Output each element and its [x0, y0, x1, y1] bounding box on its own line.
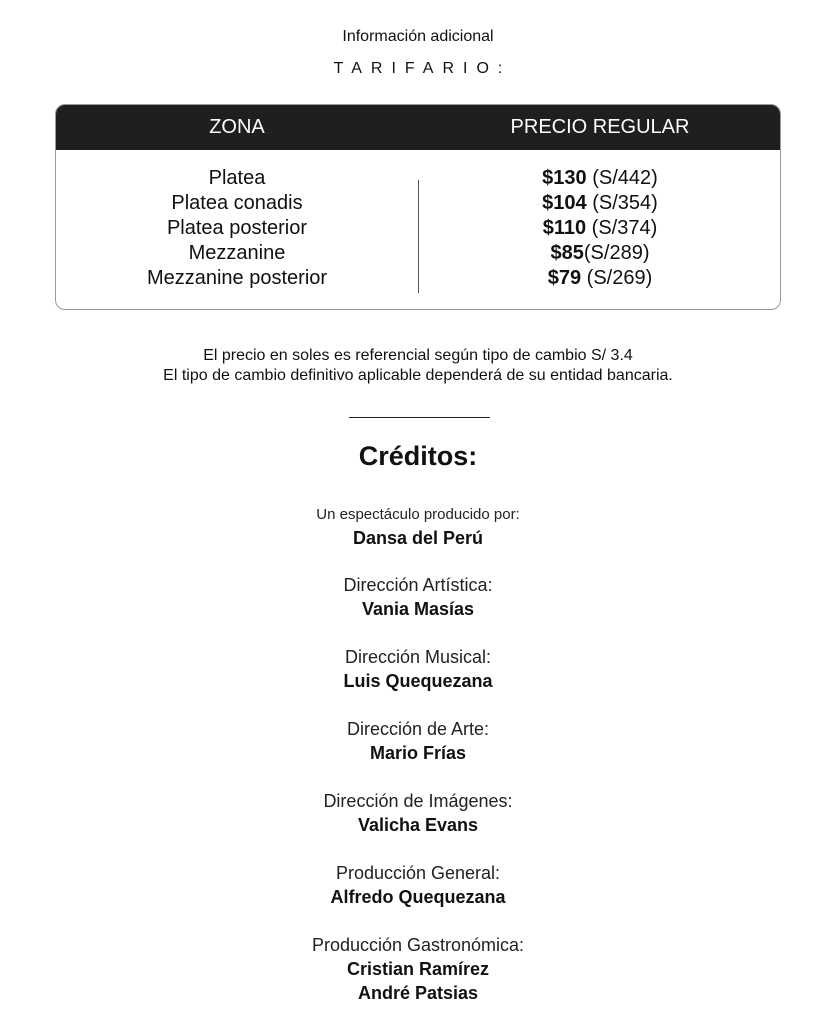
credits-title: Créditos:	[358, 441, 478, 471]
precio-cell	[418, 266, 781, 291]
credit-role: Dirección Artística:	[343, 575, 493, 595]
precio-cell	[418, 191, 781, 216]
credit-role: Dirección de Arte:	[346, 719, 490, 739]
price-pen: (S/354)	[586, 192, 658, 214]
price-usd: $104	[542, 192, 587, 214]
info-title: Información adicional	[342, 28, 494, 45]
credit-general-production	[0, 861, 836, 909]
column-header-precio: PRECIO REGULAR	[510, 116, 690, 138]
credit-role: Producción Gastronómica:	[311, 935, 525, 955]
exchange-note-line: El precio en soles es referencial según tipo de cambio S/ 3.4	[203, 347, 633, 364]
credit-musical-direction	[0, 645, 836, 693]
credit-image-direction	[0, 789, 836, 837]
credit-name: Alfredo Quequezana	[330, 887, 506, 907]
zona-cell: Platea	[208, 167, 266, 189]
price-usd: $130	[542, 167, 587, 189]
credit-name: André Patsias	[357, 983, 479, 1003]
zona-column	[56, 166, 418, 291]
credit-role: Producción General:	[335, 863, 501, 883]
precio-cell	[418, 241, 781, 266]
tarifario-heading: TARIFARIO:	[333, 60, 512, 77]
credit-name: Luis Quequezana	[343, 671, 493, 691]
table-header	[56, 105, 780, 150]
exchange-note-line: El tipo de cambio definitivo aplicable dependerá de su entidad bancaria.	[163, 367, 673, 384]
credit-name: Dansa del Perú	[352, 528, 484, 548]
zona-cell: Platea posterior	[166, 217, 308, 239]
section-divider	[349, 417, 490, 418]
price-usd: $79	[547, 267, 582, 289]
precio-column	[418, 166, 781, 291]
credit-name: Mario Frías	[369, 743, 467, 763]
credit-name: Cristian Ramírez	[346, 959, 490, 979]
price-pen: (S/289)	[583, 242, 650, 264]
credit-role: Un espectáculo producido por:	[316, 506, 520, 523]
price-pen: (S/374)	[586, 217, 658, 239]
credit-art-direction	[0, 717, 836, 765]
price-usd: $85	[550, 242, 584, 264]
credit-role: Dirección de Imágenes:	[323, 791, 513, 811]
price-pen: (S/269)	[581, 267, 653, 289]
price-usd: $110	[542, 217, 587, 239]
price-pen: (S/442)	[586, 167, 658, 189]
credit-name: Vania Masías	[361, 599, 475, 619]
precio-cell	[418, 216, 781, 241]
credit-gastronomic-production	[0, 933, 836, 1005]
credit-artistic-direction	[0, 573, 836, 621]
precio-cell	[418, 166, 781, 191]
credit-role: Dirección Musical:	[344, 647, 492, 667]
zona-cell: Mezzanine posterior	[146, 267, 328, 289]
zona-cell: Platea conadis	[171, 192, 303, 214]
exchange-note	[0, 346, 836, 386]
price-table	[55, 104, 781, 310]
credit-producer	[0, 504, 836, 550]
credit-name: Valicha Evans	[357, 815, 479, 835]
column-header-zona: ZONA	[209, 116, 265, 138]
zona-cell: Mezzanine	[188, 242, 286, 264]
